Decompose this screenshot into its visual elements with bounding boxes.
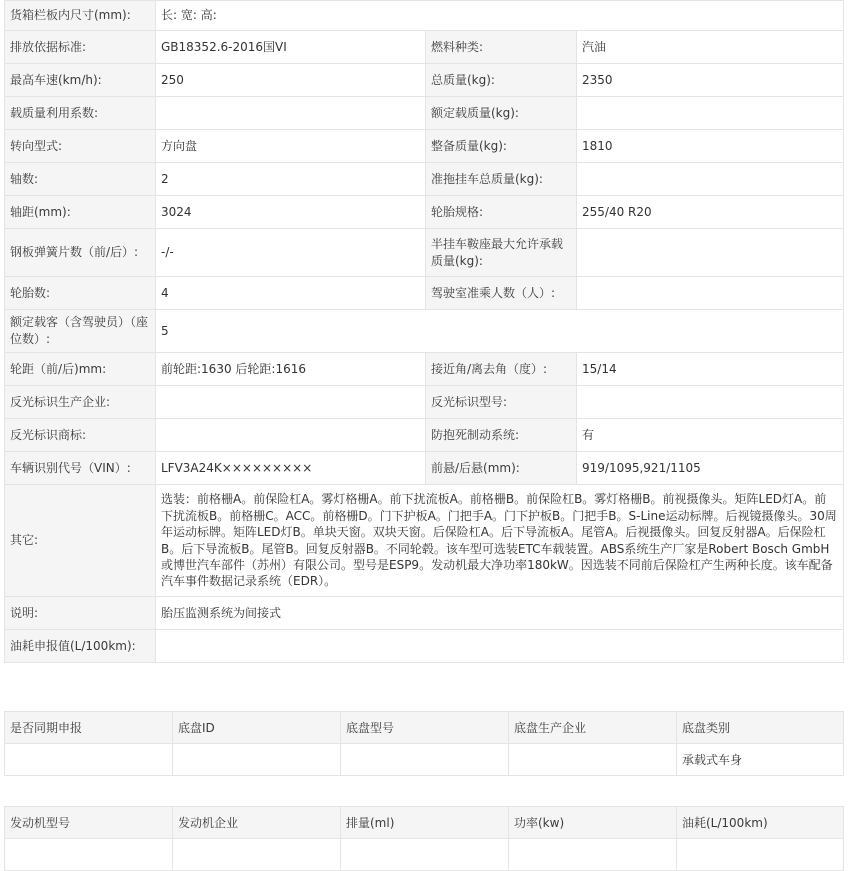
spec-row-axles — [5, 163, 844, 196]
spec-row-steering — [5, 130, 844, 163]
rated-seats-value: 5 — [156, 310, 844, 353]
chassis-cell-category: 承载式车身 — [677, 744, 844, 776]
abs-value: 有 — [577, 419, 844, 452]
curb-weight-value: 1810 — [577, 130, 844, 163]
total-mass-label: 总质量(kg): — [426, 64, 577, 97]
fuel-type-label: 燃料种类: — [426, 31, 577, 64]
rated-load-value — [577, 97, 844, 130]
chassis-table — [4, 711, 844, 776]
abs-label: 防抱死制动系统: — [426, 419, 577, 452]
chassis-cell-maker — [509, 744, 677, 776]
wheelbase-value: 3024 — [156, 196, 426, 229]
max-speed-label: 最高车速(km/h): — [5, 64, 156, 97]
spec-row-reflector — [5, 386, 844, 419]
spec-row-vin — [5, 452, 844, 485]
trailer-mass-label: 准拖挂车总质量(kg): — [426, 163, 577, 196]
axle-count-value: 2 — [156, 163, 426, 196]
reflector-model-value — [577, 386, 844, 419]
chassis-header-same-period: 是否同期申报 — [5, 712, 173, 744]
fuel-type-value: 汽油 — [577, 31, 844, 64]
chassis-data-row — [5, 744, 844, 776]
emission-standard-value: GB18352.6-2016国VI — [156, 31, 426, 64]
engine-table — [4, 806, 844, 871]
engine-header-fuel: 油耗(L/100km) — [677, 807, 844, 839]
reflector-brand-label: 反光标识商标: — [5, 419, 156, 452]
chassis-header-category: 底盘类别 — [677, 712, 844, 744]
spec-row-seats — [5, 310, 844, 353]
cargo-box-size-label: 货箱栏板内尺寸(mm): — [5, 1, 156, 31]
saddle-load-value — [577, 229, 844, 277]
spec-row-other — [5, 485, 844, 597]
max-speed-value: 250 — [156, 64, 426, 97]
chassis-cell-same-period — [5, 744, 173, 776]
chassis-cell-model — [341, 744, 509, 776]
vin-value: LFV3A24K××××××××× — [156, 452, 426, 485]
track-width-label: 轮距（前/后)mm: — [5, 353, 156, 386]
spec-row-tires — [5, 277, 844, 310]
total-mass-value: 2350 — [577, 64, 844, 97]
tire-spec-label: 轮胎规格: — [426, 196, 577, 229]
vin-label: 车辆识别代号（VIN）: — [5, 452, 156, 485]
cargo-box-size-value: 长: 宽: 高: — [156, 1, 844, 31]
overhang-value: 919/1095,921/1105 — [577, 452, 844, 485]
reflector-maker-value — [156, 386, 426, 419]
engine-cell-maker — [173, 839, 341, 871]
track-width-value: 前轮距:1630 后轮距:1616 — [156, 353, 426, 386]
engine-header-model: 发动机型号 — [5, 807, 173, 839]
spec-row-load — [5, 97, 844, 130]
chassis-header-id: 底盘ID — [173, 712, 341, 744]
leaf-spring-value: -/- — [156, 229, 426, 277]
saddle-load-label: 半挂车鞍座最大允许承载质量(kg): — [426, 229, 577, 277]
engine-header-maker: 发动机企业 — [173, 807, 341, 839]
cab-capacity-label: 驾驶室准乘人数（人）: — [426, 277, 577, 310]
spec-row-note — [5, 597, 844, 630]
engine-cell-power — [509, 839, 677, 871]
engine-header-displacement: 排量(ml) — [341, 807, 509, 839]
trailer-mass-value — [577, 163, 844, 196]
spec-row-abs — [5, 419, 844, 452]
reflector-maker-label: 反光标识生产企业: — [5, 386, 156, 419]
fuel-consumption-value — [156, 630, 844, 663]
chassis-header-model: 底盘型号 — [341, 712, 509, 744]
chassis-cell-id — [173, 744, 341, 776]
rated-load-label: 额定载质量(kg): — [426, 97, 577, 130]
note-value: 胎压监测系统为间接式 — [156, 597, 844, 630]
spec-row-emission — [5, 31, 844, 64]
engine-header-power: 功率(kw) — [509, 807, 677, 839]
emission-standard-label: 排放依据标准: — [5, 31, 156, 64]
fuel-consumption-label: 油耗申报值(L/100km): — [5, 630, 156, 663]
reflector-brand-value — [156, 419, 426, 452]
wheelbase-label: 轴距(mm): — [5, 196, 156, 229]
tire-count-label: 轮胎数: — [5, 277, 156, 310]
engine-data-row — [5, 839, 844, 871]
spec-row-leaf-spring — [5, 229, 844, 277]
engine-cell-fuel — [677, 839, 844, 871]
load-utilization-value — [156, 97, 426, 130]
spec-row-cargo-size — [5, 1, 844, 31]
leaf-spring-label: 钢板弹簧片数（前/后）: — [5, 229, 156, 277]
load-utilization-label: 载质量利用系数: — [5, 97, 156, 130]
spec-row-speed — [5, 64, 844, 97]
chassis-header-maker: 底盘生产企业 — [509, 712, 677, 744]
steering-type-label: 转向型式: — [5, 130, 156, 163]
tire-spec-value: 255/40 R20 — [577, 196, 844, 229]
reflector-model-label: 反光标识型号: — [426, 386, 577, 419]
other-value: 选装：前格栅A。前保险杠A。雾灯格栅A。前下扰流板A。前格栅B。前保险杠B。雾灯格栅B。前视摄像头。矩阵LED灯A。前下扰流板B。前格栅C。ACC。前格栅D。门下护板A。门把手A。门下护板B。门把手B。S-Line运动标牌。后视镜摄像头。30周年运动标牌。矩阵LED灯B。单块天窗。双块天窗。后保险杠A。后下导流板A。尾管A。后视摄像头。回复反射器A。后保险杠B。后下导流板B。尾管B。回复反射器B。不同轮毂。该车型可选装ETC车载装置。ABS系统生产厂家是Robert Bosch GmbH或博世汽车部件（苏州）有限公司。型号是ESP9。发动机最大净功率180kW。因选装不同前后保险杠产生两种长度。该车配备汽车事件数据记录系统（EDR）。 — [156, 485, 844, 597]
approach-angle-value: 15/14 — [577, 353, 844, 386]
note-label: 说明: — [5, 597, 156, 630]
other-label: 其它: — [5, 485, 156, 597]
spec-row-track — [5, 353, 844, 386]
spec-row-wheelbase — [5, 196, 844, 229]
tire-count-value: 4 — [156, 277, 426, 310]
curb-weight-label: 整备质量(kg): — [426, 130, 577, 163]
cab-capacity-value — [577, 277, 844, 310]
spec-row-fuel-consumption — [5, 630, 844, 663]
engine-cell-displacement — [341, 839, 509, 871]
approach-angle-label: 接近角/离去角（度）: — [426, 353, 577, 386]
steering-type-value: 方向盘 — [156, 130, 426, 163]
overhang-label: 前悬/后悬(mm): — [426, 452, 577, 485]
chassis-header-row — [5, 712, 844, 744]
rated-seats-label: 额定载客（含驾驶员）（座位数）: — [5, 310, 156, 353]
axle-count-label: 轴数: — [5, 163, 156, 196]
vehicle-spec-table — [4, 0, 844, 663]
engine-header-row — [5, 807, 844, 839]
engine-cell-model — [5, 839, 173, 871]
